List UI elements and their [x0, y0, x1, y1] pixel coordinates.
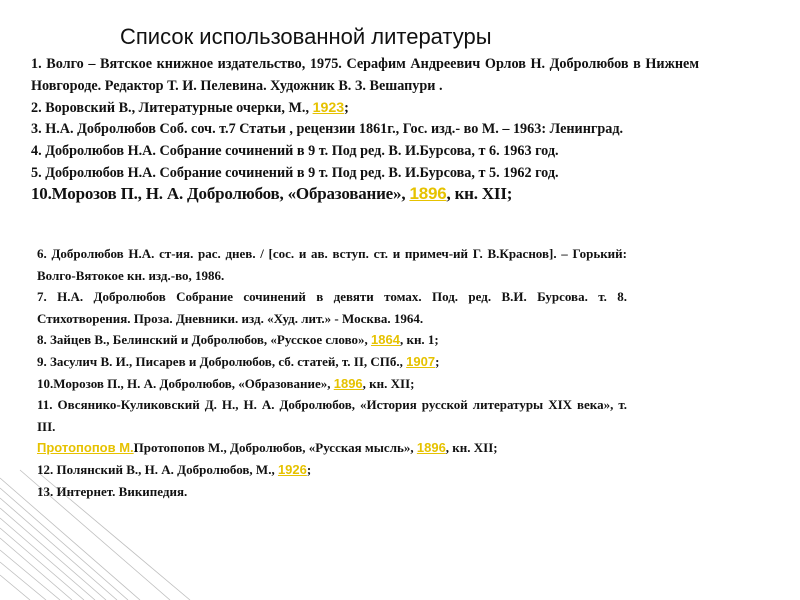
year-link-1907[interactable]: 1907 [406, 353, 436, 369]
reference-item-12: 12. Полянский В., Н. А. Добролюбов, М., 1926; [37, 461, 312, 477]
reference-item-6: 6. Добролюбов Н.А. ст-ия. рас. днев. / [сос. и ав. вступ. ст. и примеч-ий Г. В.Краснов]. – Горький: Волго-Вятокое кн. изд.-во, 1986. [37, 246, 627, 283]
reference-item-11b: Протопопов М.Протопопов М., Добролюбов, «Русская мысль», 1896, кн. XII; [37, 440, 498, 456]
reference-item-3: 3. Н.А. Добролюбов Соб. соч. т.7 Статьи , рецензии 1861г., Гос. изд.- во М. – 1963: Ленинград. [31, 121, 624, 138]
reference-item-13: 13. Интернет. Википедия. [37, 483, 188, 499]
reference-item-10: 10.Морозов П., Н. А. Добролюбов, «Образование», 1896, кн. XII; [37, 375, 415, 391]
reference-item-8: 8. Зайцев В., Белинский и Добролюбов, «Русское слово», 1864, кн. 1; [37, 332, 439, 348]
year-link-1864[interactable]: 1864 [371, 332, 400, 348]
reference-item-10-large: 10.Морозов П., Н. А. Добролюбов, «Образование», 1896, кн. XII; [31, 183, 513, 203]
year-link-1923[interactable]: 1923 [312, 99, 345, 116]
year-link-1896[interactable]: 1896 [416, 440, 446, 456]
reference-item-11: 11. Овсянико-Куликовский Д. Н., Н. А. Добролюбов, «История русской литературы XIX века», т. III. [37, 397, 627, 434]
reference-item-1: 1. Волго – Вятское книжное издательство, 1975. Серафим Андреевич Орлов Н. Добролюбов в Нижнем Новгороде. Редактор Т. И. Пелевина. Художник В. З. Вешапури . [31, 56, 699, 94]
reference-item-4: 4. Добролюбов Н.А. Собрание сочинений в 9 т. Под ред. В. И.Бурсова, т 6. 1963 год. [31, 143, 559, 160]
reference-item-9: 9. Засулич В. И., Писарев и Добролюбов, сб. статей, т. II, СПб., 1907; [37, 353, 440, 369]
year-link-1896[interactable]: 1896 [409, 183, 447, 203]
year-link-1926[interactable]: 1926 [277, 461, 307, 477]
bibliography-upper-block [31, 54, 699, 203]
slide-title: Список использованной литературы [120, 24, 492, 49]
reference-item-5: 5. Добролюбов Н.А. Собрание сочинений в 9 т. Под ред. В. И.Бурсова, т 5. 1962 год. [31, 164, 559, 181]
author-link-protopopov[interactable]: Протопопов М. [37, 440, 134, 456]
reference-item-2: 2. Воровский В., Литературные очерки, М., 1923; [31, 99, 349, 116]
bibliography-lower-block [37, 243, 627, 502]
reference-item-7: 7. Н.А. Добролюбов Собрание сочинений в девяти томах. Под. ред. В.И. Бурсова. т. 8. Стихотворения. Проза. Дневники. изд. «Худ. лит.» - Москва. 1964. [37, 289, 627, 326]
year-link-1896[interactable]: 1896 [333, 375, 363, 391]
